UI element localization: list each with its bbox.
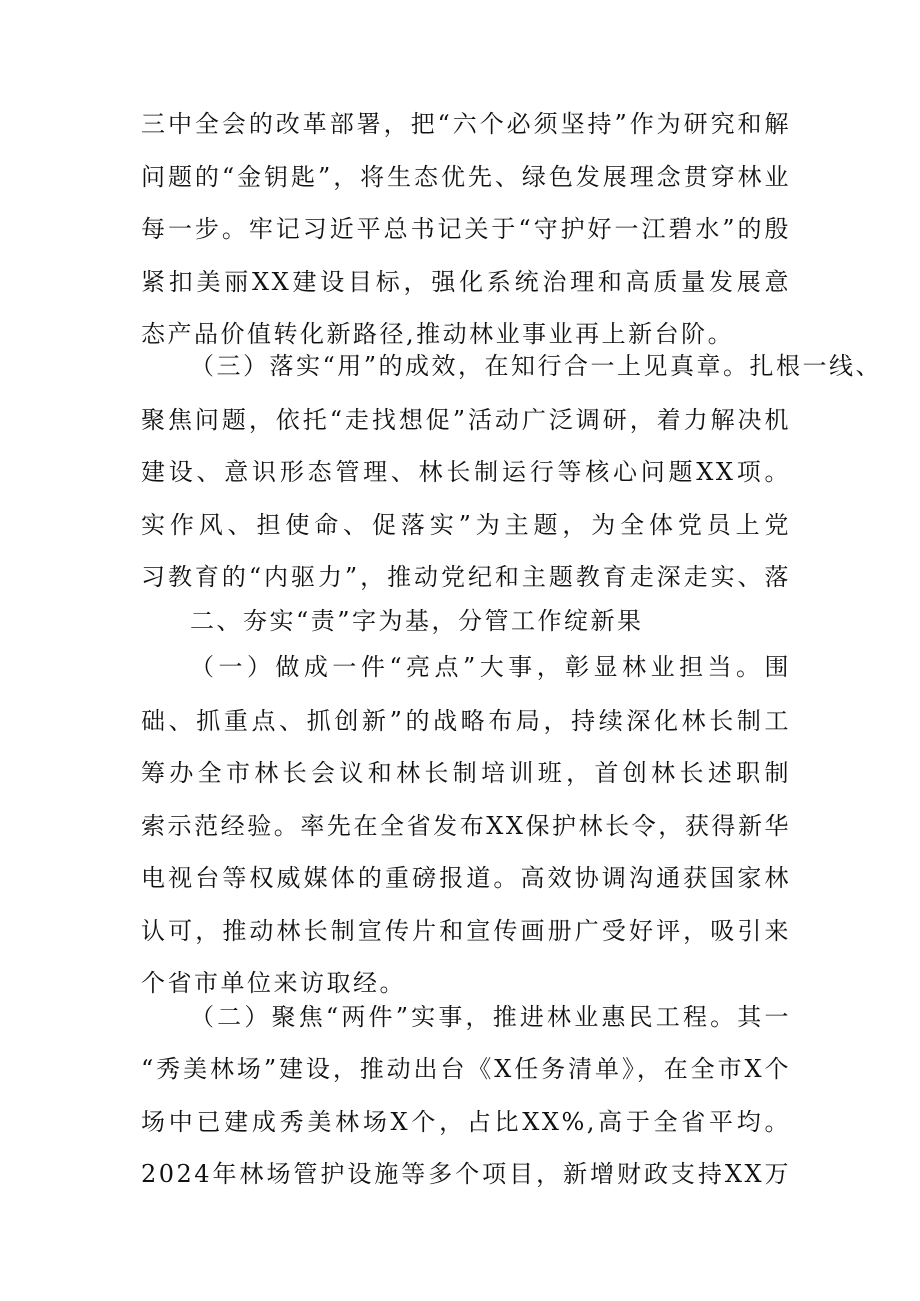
paragraph-line: （二）聚焦“两件”实事，推进林业惠民工程。其一	[190, 1003, 791, 1031]
paragraph-line: 认可，推动林长制宣传片和宣传画册广受好评，吸引来	[141, 917, 791, 945]
paragraph-line: 实作风、担使命、促落实”为主题，为全体党员上党	[141, 511, 791, 539]
paragraph-line: 2024年林场管护设施等多个项目，新增财政支持XX万	[141, 1160, 791, 1188]
paragraph-line: 每一步。牢记习近平总书记关于“守护好一江碧水”的殷	[141, 215, 791, 243]
paragraph-line: 态产品价值转化新路径,推动林业事业再上新台阶。	[141, 320, 735, 348]
paragraph-line: 索示范经验。率先在全省发布XX保护林长令，获得新华	[141, 812, 791, 840]
paragraph-line: 紧扣美丽XX建设目标，强化系统治理和高质量发展意	[141, 268, 791, 296]
paragraph-line: 场中已建成秀美林场X个，占比XX%,高于全省平均。	[141, 1108, 791, 1136]
paragraph-line: （一）做成一件“亮点”大事，彰显林业担当。围	[190, 653, 791, 681]
paragraph-line: “秀美林场”建设，推动出台《X任务清单》，在全市X个	[141, 1055, 791, 1083]
paragraph-line: 聚焦问题，依托“走找想促”活动广泛调研，着力解决机	[141, 406, 791, 434]
paragraph-line: 三中全会的改革部署，把“六个必须坚持”作为研究和解	[141, 110, 791, 138]
paragraph-line: 筹办全市林长会议和林长制培训班，首创林长述职制	[141, 759, 791, 787]
paragraph-line: 础、抓重点、抓创新”的战略布局，持续深化林长制工	[141, 707, 791, 735]
paragraph-line: 建设、意识形态管理、林长制运行等核心问题XX项。	[141, 458, 791, 486]
section-heading: 二、夯实“责”字为基，分管工作绽新果	[190, 607, 644, 635]
paragraph-line: 问题的“金钥匙”，将生态优先、绿色发展理念贯穿林业	[141, 163, 791, 191]
paragraph-line: （三）落实“用”的成效，在知行合一上见真章。扎根一线、	[190, 352, 883, 380]
paragraph-line: 习教育的“内驱力”，推动党纪和主题教育走深走实、落	[141, 563, 791, 591]
paragraph-line: 电视台等权威媒体的重磅报道。高效协调沟通获国家林	[141, 864, 791, 892]
paragraph-line: 个省市单位来访取经。	[141, 969, 406, 997]
